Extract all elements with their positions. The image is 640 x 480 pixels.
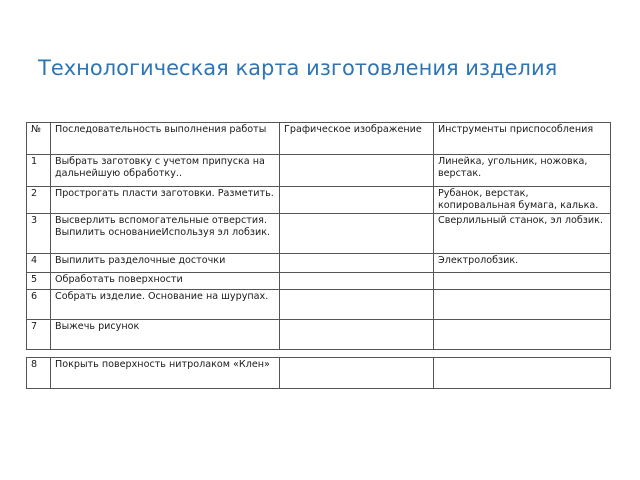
row-tools: Рубанок, верстак, копировальная бумага, калька. [434,187,611,214]
header-graphic-image: Графическое изображение [280,123,434,155]
row-step: Собрать изделие. Основание на шурупах. [51,290,280,320]
table-row [27,254,611,273]
row-image [280,155,434,187]
row-tools: Линейка, угольник, ножовка, верстак. [434,155,611,187]
row-step: Обработать поверхности [51,273,280,290]
row-image [280,254,434,273]
row-step: Выжечь рисунок [51,320,280,350]
row-image [280,273,434,290]
row-step: Высверлить вспомогательные отверстия. Выпилить основаниеИспользуя эл лобзик. [51,214,280,254]
continuation-table [26,357,611,389]
row-tools: Сверлильный станок, эл лобзик. [434,214,611,254]
table-row [27,358,611,389]
table-row [27,214,611,254]
row-step: Прострогать пласти заготовки. Разметить. [51,187,280,214]
row-number: 1 [27,155,51,187]
row-step: Выбрать заготовку с учетом припуска на дальнейшую обработку.. [51,155,280,187]
row-number: 3 [27,214,51,254]
row-tools [434,273,611,290]
page-title: Технологическая карта изготовления изделия [38,56,558,80]
row-tools: Электролобзик. [434,254,611,273]
table-header-row [27,123,611,155]
technology-card-table [26,122,611,350]
row-tools [434,290,611,320]
row-number: 5 [27,273,51,290]
header-tools: Инструменты приспособления [434,123,611,155]
row-step: Покрыть поверхность нитролаком «Клен» [51,358,280,389]
row-tools [434,358,611,389]
row-image [280,187,434,214]
row-number: 6 [27,290,51,320]
row-number: 4 [27,254,51,273]
table-row [27,290,611,320]
row-image [280,358,434,389]
row-step: Выпилить разделочные досточки [51,254,280,273]
row-image [280,290,434,320]
table-row [27,273,611,290]
row-image [280,320,434,350]
table-row [27,155,611,187]
row-number: 2 [27,187,51,214]
row-tools [434,320,611,350]
row-image [280,214,434,254]
row-number: 8 [27,358,51,389]
row-number: 7 [27,320,51,350]
table-row [27,320,611,350]
header-sequence: Последовательность выполнения работы [51,123,280,155]
table-row [27,187,611,214]
header-number: № [27,123,51,155]
